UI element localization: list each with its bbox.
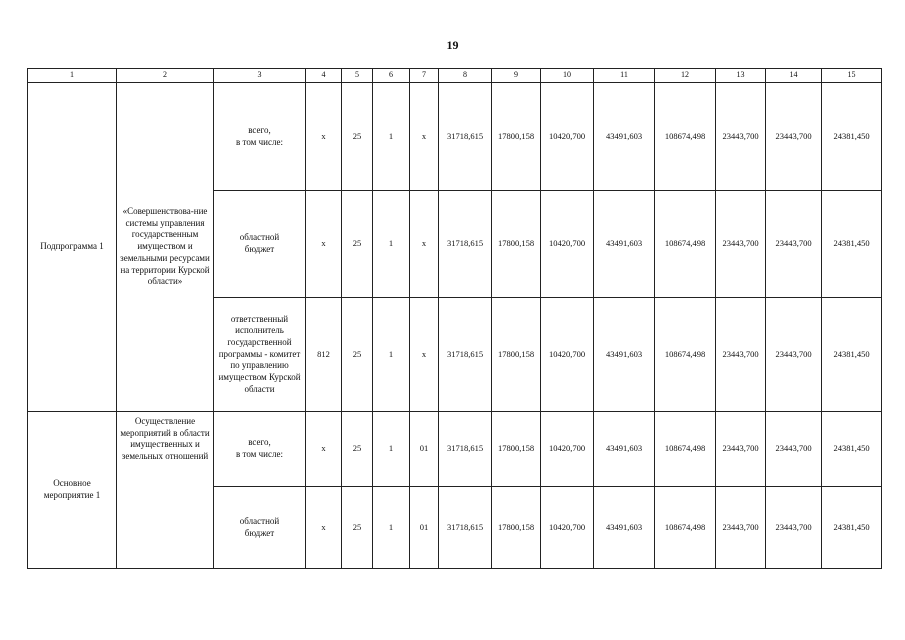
column-header: 9 <box>492 69 541 83</box>
value-cell: 43491,603 <box>594 298 655 412</box>
value-cell: 31718,615 <box>439 191 492 298</box>
value-cell: 1 <box>373 412 410 487</box>
value-cell: x <box>306 412 342 487</box>
value-cell: 23443,700 <box>716 191 766 298</box>
table-row <box>28 412 882 487</box>
value-cell: 23443,700 <box>766 487 822 569</box>
value-cell: 23443,700 <box>766 298 822 412</box>
column-header: 10 <box>541 69 594 83</box>
column-header: 4 <box>306 69 342 83</box>
value-cell: 812 <box>306 298 342 412</box>
value-cell: 01 <box>410 487 439 569</box>
program-name-cell: Основное мероприятие 1 <box>28 412 117 569</box>
column-header: 1 <box>28 69 117 83</box>
column-header: 13 <box>716 69 766 83</box>
program-description-cell: Осуществление мероприятий в области имущественных и земельных отношений <box>117 412 214 569</box>
value-cell: 31718,615 <box>439 298 492 412</box>
table-body <box>28 69 882 569</box>
column-header: 15 <box>822 69 882 83</box>
column-header: 6 <box>373 69 410 83</box>
value-cell: 31718,615 <box>439 487 492 569</box>
funding-source-cell: ответственный исполнитель государственной программы - комитет по управлению имуществом Курской области <box>214 298 306 412</box>
value-cell: 25 <box>342 487 373 569</box>
value-cell: 23443,700 <box>716 298 766 412</box>
value-cell: 17800,158 <box>492 412 541 487</box>
value-cell: 23443,700 <box>716 83 766 191</box>
value-cell: 23443,700 <box>766 83 822 191</box>
value-cell: x <box>306 83 342 191</box>
value-cell: 17800,158 <box>492 298 541 412</box>
column-header: 8 <box>439 69 492 83</box>
funding-source-cell: областной бюджет <box>214 487 306 569</box>
value-cell: 10420,700 <box>541 412 594 487</box>
value-cell: 23443,700 <box>716 487 766 569</box>
value-cell: 23443,700 <box>766 412 822 487</box>
value-cell: 108674,498 <box>655 487 716 569</box>
value-cell: 10420,700 <box>541 298 594 412</box>
value-cell: 108674,498 <box>655 83 716 191</box>
value-cell: 1 <box>373 191 410 298</box>
value-cell: 108674,498 <box>655 412 716 487</box>
value-cell: x <box>306 487 342 569</box>
value-cell: 01 <box>410 412 439 487</box>
program-name-cell: Подпрограмма 1 <box>28 83 117 412</box>
value-cell: 25 <box>342 191 373 298</box>
value-cell: 24381,450 <box>822 83 882 191</box>
value-cell: 23443,700 <box>716 412 766 487</box>
value-cell: 10420,700 <box>541 191 594 298</box>
funding-source-cell: всего, в том числе: <box>214 412 306 487</box>
column-header: 12 <box>655 69 716 83</box>
value-cell: 43491,603 <box>594 83 655 191</box>
value-cell: 43491,603 <box>594 412 655 487</box>
value-cell: 10420,700 <box>541 83 594 191</box>
value-cell: x <box>410 191 439 298</box>
value-cell: 24381,450 <box>822 298 882 412</box>
table-row <box>28 83 882 191</box>
value-cell: 108674,498 <box>655 298 716 412</box>
value-cell: 25 <box>342 298 373 412</box>
value-cell: 25 <box>342 83 373 191</box>
value-cell: 24381,450 <box>822 191 882 298</box>
value-cell: 17800,158 <box>492 83 541 191</box>
value-cell: x <box>306 191 342 298</box>
column-header: 5 <box>342 69 373 83</box>
column-number-row <box>28 69 882 83</box>
value-cell: 25 <box>342 412 373 487</box>
value-cell: 17800,158 <box>492 487 541 569</box>
column-header: 7 <box>410 69 439 83</box>
column-header: 3 <box>214 69 306 83</box>
page-number: 19 <box>446 38 459 52</box>
value-cell: 1 <box>373 298 410 412</box>
value-cell: 31718,615 <box>439 412 492 487</box>
funding-source-cell: областной бюджет <box>214 191 306 298</box>
value-cell: 31718,615 <box>439 83 492 191</box>
value-cell: 17800,158 <box>492 191 541 298</box>
budget-table <box>27 68 882 569</box>
value-cell: 10420,700 <box>541 487 594 569</box>
value-cell: 1 <box>373 83 410 191</box>
value-cell: 1 <box>373 487 410 569</box>
program-description-cell: «Совершенствова-ние системы управления государственным имуществом и земельными ресурсами на территории Курской области» <box>117 83 214 412</box>
column-header: 11 <box>594 69 655 83</box>
value-cell: 23443,700 <box>766 191 822 298</box>
value-cell: 24381,450 <box>822 412 882 487</box>
value-cell: 108674,498 <box>655 191 716 298</box>
value-cell: 43491,603 <box>594 191 655 298</box>
column-header: 2 <box>117 69 214 83</box>
column-header: 14 <box>766 69 822 83</box>
funding-source-cell: всего, в том числе: <box>214 83 306 191</box>
value-cell: 24381,450 <box>822 487 882 569</box>
value-cell: 43491,603 <box>594 487 655 569</box>
value-cell: x <box>410 83 439 191</box>
value-cell: x <box>410 298 439 412</box>
